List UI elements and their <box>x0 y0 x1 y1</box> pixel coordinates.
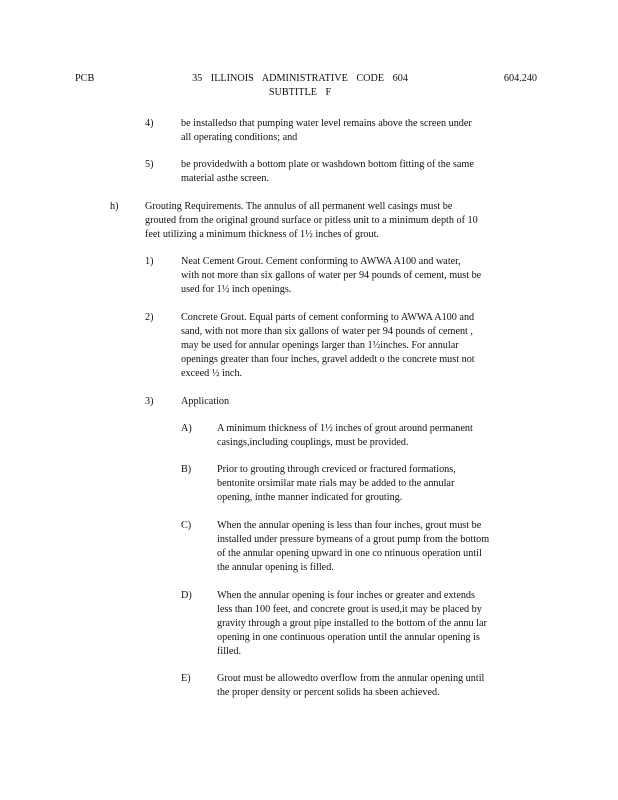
item-text <box>181 311 533 381</box>
item-label: A) <box>181 423 192 434</box>
item-text <box>217 519 533 575</box>
text-line: may be used for annular openings larger than 1½inches. For annular <box>181 340 459 351</box>
text-line: less than 100 feet, and concrete grout is used,it may be placed by <box>217 604 482 615</box>
text-line: of the annular opening upward in one co ntinuous operation until <box>217 548 482 559</box>
item-label: 2) <box>145 312 154 323</box>
header-agency: PCB <box>75 73 95 84</box>
text-line: Grout must be allowedto overflow from the annular opening until <box>217 673 485 684</box>
header-section-number: 604.240 <box>503 73 537 84</box>
item-label: 4) <box>145 118 154 129</box>
text-line: installed under pressure bymeans of a grout pump from the bottom <box>217 534 490 545</box>
item-label: 1) <box>145 256 154 267</box>
header-title <box>150 72 450 100</box>
item-label: E) <box>181 673 191 684</box>
text-line: opening in one continuous operation until the annular opening is <box>217 632 480 643</box>
item-label: 5) <box>145 159 154 170</box>
text-line: the annular opening is filled. <box>217 562 334 573</box>
item-label: D) <box>181 590 192 601</box>
text-line: Concrete Grout. Equal parts of cement conforming to AWWA A100 and <box>181 312 475 323</box>
item-text <box>217 672 531 700</box>
text-line: Neat Cement Grout. Cement conforming to AWWA A100 and water, <box>181 256 461 267</box>
text-line: with not more than six gallons of water per 94 pounds of cement, must be <box>181 270 482 281</box>
item-text <box>217 463 493 505</box>
item-text <box>145 200 537 242</box>
text-line: be providedwith a bottom plate or washdown bottom fitting of the same <box>181 159 474 170</box>
text-line: sand, with not more than six gallons of water per 94 pounds of cement , <box>181 326 473 337</box>
text-line: opening, inthe manner indicated for grouting. <box>217 492 403 503</box>
text-line: feet utilizing a minimum thickness of 1½ inches of grout. <box>145 229 379 240</box>
item-text <box>181 117 521 145</box>
header-title-line-1: 35 ILLINOIS ADMINISTRATIVE CODE 604 <box>192 73 408 84</box>
item-text <box>217 589 530 659</box>
text-line: openings greater than four inches, gravel addedt o the concrete must not <box>181 354 475 365</box>
item-label: h) <box>110 201 119 212</box>
text-line: When the annular opening is less than four inches, grout must be <box>217 520 482 531</box>
text-line: filled. <box>217 646 242 657</box>
text-line: be installedso that pumping water level remains above the screen under <box>181 118 472 129</box>
text-line: casings,including couplings, must be provided. <box>217 437 409 448</box>
item-text <box>181 158 523 186</box>
text-line: exceed ½ inch. <box>181 368 243 379</box>
item-text <box>217 422 510 450</box>
item-label: C) <box>181 520 192 531</box>
text-line: used for 1½ inch openings. <box>181 284 292 295</box>
text-line: material asthe screen. <box>181 173 269 184</box>
text-line: the proper density or percent solids ha sbeen achieved. <box>217 687 440 698</box>
item-heading: Application <box>181 396 230 407</box>
header-title-line-2: SUBTITLE F <box>268 87 332 98</box>
text-line: gravity through a grout pipe installed to the bottom of the annu lar <box>217 618 487 629</box>
text-line: all operating conditions; and <box>181 132 298 143</box>
text-line: Prior to grouting through creviced or fractured formations, <box>217 464 456 475</box>
text-line: grouted from the original ground surface or pitless unit to a minimum depth of 10 <box>145 215 478 226</box>
item-label: B) <box>181 464 192 475</box>
text-line: When the annular opening is four inches or greater and extends <box>217 590 475 601</box>
item-label: 3) <box>145 396 154 407</box>
item-text <box>181 255 537 297</box>
text-line: A minimum thickness of 1½ inches of grout around permanent <box>217 423 473 434</box>
text-line: Grouting Requirements. The annulus of all permanent well casings must be <box>145 201 453 212</box>
text-line: bentonite orsimilar mate rials may be added to the annular <box>217 478 455 489</box>
